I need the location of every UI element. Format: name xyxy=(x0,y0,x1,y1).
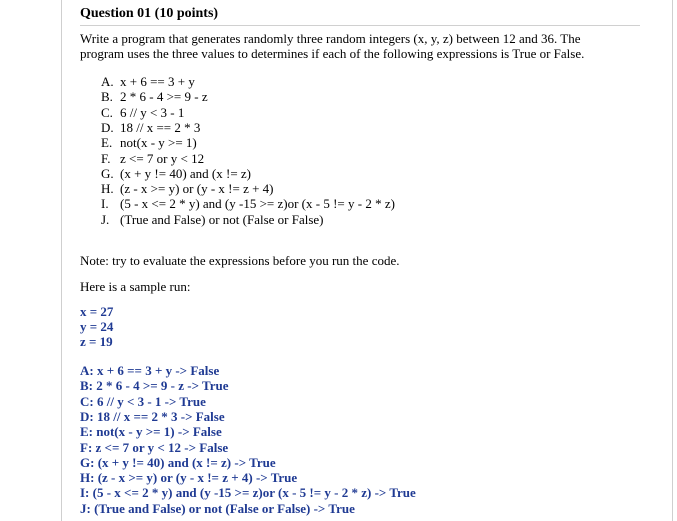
expression-letter: H. xyxy=(101,181,114,197)
expression-item xyxy=(101,135,197,151)
sample-result: E: not(x - y >= 1) -> False xyxy=(80,424,222,440)
expression-text: (x + y != 40) and (x != z) xyxy=(120,165,252,181)
expression-text: not(x - y >= 1) xyxy=(120,135,197,151)
sample-result: J: (True and False) or not (False or False) -> True xyxy=(80,500,355,516)
expression-letter: F. xyxy=(101,150,111,166)
question-title: Question 01 (10 points) xyxy=(80,6,219,21)
expression-text: z <= 7 or y < 12 xyxy=(120,150,205,166)
sample-result: B: 2 * 6 - 4 >= 9 - z -> True xyxy=(80,378,229,394)
sample-result: D: 18 // x == 2 * 3 -> False xyxy=(80,408,225,424)
expression-item xyxy=(101,89,208,105)
expression-letter: G. xyxy=(101,165,114,181)
sample-value: z = 19 xyxy=(80,334,113,349)
note-text: Note: try to evaluate the expressions before you run the code. xyxy=(80,253,400,268)
expression-item xyxy=(101,120,200,136)
question-intro-line-2: program uses the three values to determines if each of the following expressions is True or False. xyxy=(80,46,585,61)
expression-text: x + 6 == 3 + y xyxy=(120,74,195,89)
expression-text: (5 - x <= 2 * y) and (y -15 >= z)or (x - 5 != y - 2 * z) xyxy=(120,196,395,212)
expression-text: 6 // y < 3 - 1 xyxy=(120,104,185,120)
question-intro-line-1: Write a program that generates randomly three random integers (x, y, z) between 12 and 36. The xyxy=(80,31,581,46)
expression-letter: A. xyxy=(101,74,114,89)
sample-value: x = 27 xyxy=(80,304,114,319)
expression-text: 18 // x == 2 * 3 xyxy=(120,119,201,135)
sample-result: H: (z - x >= y) or (y - x != z + 4) -> True xyxy=(80,470,298,486)
expression-item xyxy=(101,166,251,182)
expression-text: 2 * 6 - 4 >= 9 - z xyxy=(120,89,208,105)
expression-item xyxy=(101,196,395,212)
sample-result: F: z <= 7 or y < 12 -> False xyxy=(80,439,229,455)
expression-text: (True and False) or not (False or False) xyxy=(120,211,324,227)
sample-result: I: (5 - x <= 2 * y) and (y -15 >= z)or (x - 5 != y - 2 * z) -> True xyxy=(80,485,416,501)
expression-letter: E. xyxy=(101,135,113,151)
expression-item xyxy=(101,105,184,121)
sample-result: A: x + 6 == 3 + y -> False xyxy=(80,363,220,378)
expression-item xyxy=(101,151,204,167)
sample-result: C: 6 // y < 3 - 1 -> True xyxy=(80,393,206,409)
expression-letter: J. xyxy=(101,211,110,227)
expression-item xyxy=(101,181,274,197)
expression-letter: D. xyxy=(101,119,114,135)
expression-letter: C. xyxy=(101,104,113,120)
expression-text: (z - x >= y) or (y - x != z + 4) xyxy=(120,181,274,197)
expression-item xyxy=(101,74,195,90)
expression-letter: I. xyxy=(101,196,109,212)
title-divider xyxy=(80,25,640,26)
expression-letter: B. xyxy=(101,89,113,105)
sample-heading: Here is a sample run: xyxy=(80,279,191,294)
sample-result: G: (x + y != 40) and (x != z) -> True xyxy=(80,454,276,470)
sample-value: y = 24 xyxy=(80,319,114,334)
expression-item xyxy=(101,212,324,228)
